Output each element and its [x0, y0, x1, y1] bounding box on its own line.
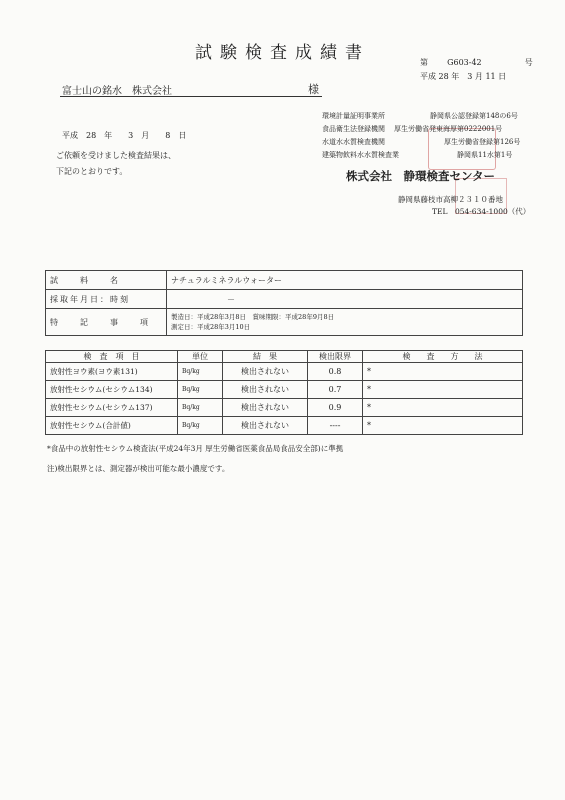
result-value: 検出されない	[223, 363, 308, 381]
intro-line-2: 下記のとおりです。	[56, 167, 128, 176]
results-header-row	[46, 351, 523, 363]
collection-row	[46, 290, 523, 309]
issue-date: 平成 28 年 3 月 8 日	[62, 131, 187, 140]
table-row	[46, 399, 523, 417]
report-number-value: G603-42	[447, 58, 482, 67]
certification-reg: 静岡県公認登録第148の6号	[430, 112, 518, 120]
sample-name-label: 試 料 名	[46, 271, 167, 290]
result-unit: Bq/kg	[178, 417, 223, 435]
collection-date-label: 採取年月日：時刻	[46, 290, 167, 309]
result-item: 放射性セシウム(セシウム134)	[46, 381, 178, 399]
result-unit: Bq/kg	[178, 399, 223, 417]
certification-1	[322, 111, 518, 121]
collection-date-value: －	[167, 290, 523, 309]
table-row	[46, 363, 523, 381]
result-method: *	[363, 399, 523, 417]
certification-name: 食品衛生法登録機関	[322, 125, 385, 133]
sample-info-table	[45, 270, 523, 336]
company-name: 株式会社 静環検査センター	[346, 169, 496, 183]
header-method: 検 査 方 法	[363, 351, 523, 363]
method-note: *食品中の放射性セシウム検査法(平成24年3月 厚生労働省医薬食品局食品安全部)に準拠	[47, 444, 344, 453]
special-notes-row	[46, 309, 523, 336]
company-tel: TEL 054-634-1000（代）	[432, 207, 531, 216]
certification-4	[322, 150, 512, 160]
certification-reg: 厚生労働省登録第126号	[444, 138, 521, 146]
results-table	[45, 350, 523, 435]
detection-limit-note: 注)検出限界とは、測定器が検出可能な最小濃度です。	[47, 464, 230, 473]
report-number	[420, 57, 533, 68]
table-row	[46, 417, 523, 435]
special-notes-line-1: 製造日：平成28年3月8日 賞味期限：平成28年9月8日	[171, 313, 335, 321]
result-limit: 0.8	[308, 363, 363, 381]
result-limit: ----	[308, 417, 363, 435]
certification-3	[322, 137, 520, 147]
result-value: 検出されない	[223, 381, 308, 399]
result-method: *	[363, 381, 523, 399]
result-item: 放射性ヨウ素(ヨウ素131)	[46, 363, 178, 381]
special-notes-line-2: 測定日：平成28年3月10日	[171, 323, 251, 331]
result-method: *	[363, 363, 523, 381]
header-item: 検 査 項 目	[46, 351, 178, 363]
special-notes-label: 特 記 事 項	[46, 309, 167, 336]
report-number-suffix: 号	[524, 58, 533, 67]
result-value: 検出されない	[223, 399, 308, 417]
certification-name: 水道水水質検査機関	[322, 138, 385, 146]
certification-reg: 厚生労働省発東海厚第0222001号	[394, 125, 503, 133]
result-method: *	[363, 417, 523, 435]
report-title: 試験検査成績書	[195, 43, 370, 63]
sample-name-value: ナチュラルミネラルウォーター	[167, 271, 523, 290]
header-limit: 検出限界	[308, 351, 363, 363]
table-row	[46, 381, 523, 399]
result-value: 検出されない	[223, 417, 308, 435]
header-result: 結 果	[223, 351, 308, 363]
result-unit: Bq/kg	[178, 363, 223, 381]
report-number-prefix: 第	[420, 58, 428, 67]
recipient-name: 富士山の銘水 株式会社	[62, 86, 172, 97]
result-limit: 0.7	[308, 381, 363, 399]
certification-2	[322, 124, 502, 134]
result-unit: Bq/kg	[178, 381, 223, 399]
special-notes-value	[167, 309, 523, 336]
intro-line-1: ご依頼を受けました検査結果は、	[56, 151, 176, 160]
result-limit: 0.9	[308, 399, 363, 417]
result-item: 放射性セシウム(セシウム137)	[46, 399, 178, 417]
result-item: 放射性セシウム(合計値)	[46, 417, 178, 435]
company-seal-stamp	[428, 128, 496, 170]
sample-row	[46, 271, 523, 290]
honorific: 様	[308, 83, 319, 96]
header-unit: 単位	[178, 351, 223, 363]
certification-reg: 静岡県11水第1号	[457, 151, 513, 159]
report-date: 平成 28 年 3 月 11 日	[420, 72, 507, 81]
certification-name: 建築物飲料水水質検査業	[322, 151, 399, 159]
company-address: 静岡県藤枝市高柳２３１０番地	[398, 195, 503, 204]
certification-name: 環境計量証明事業所	[322, 112, 385, 120]
